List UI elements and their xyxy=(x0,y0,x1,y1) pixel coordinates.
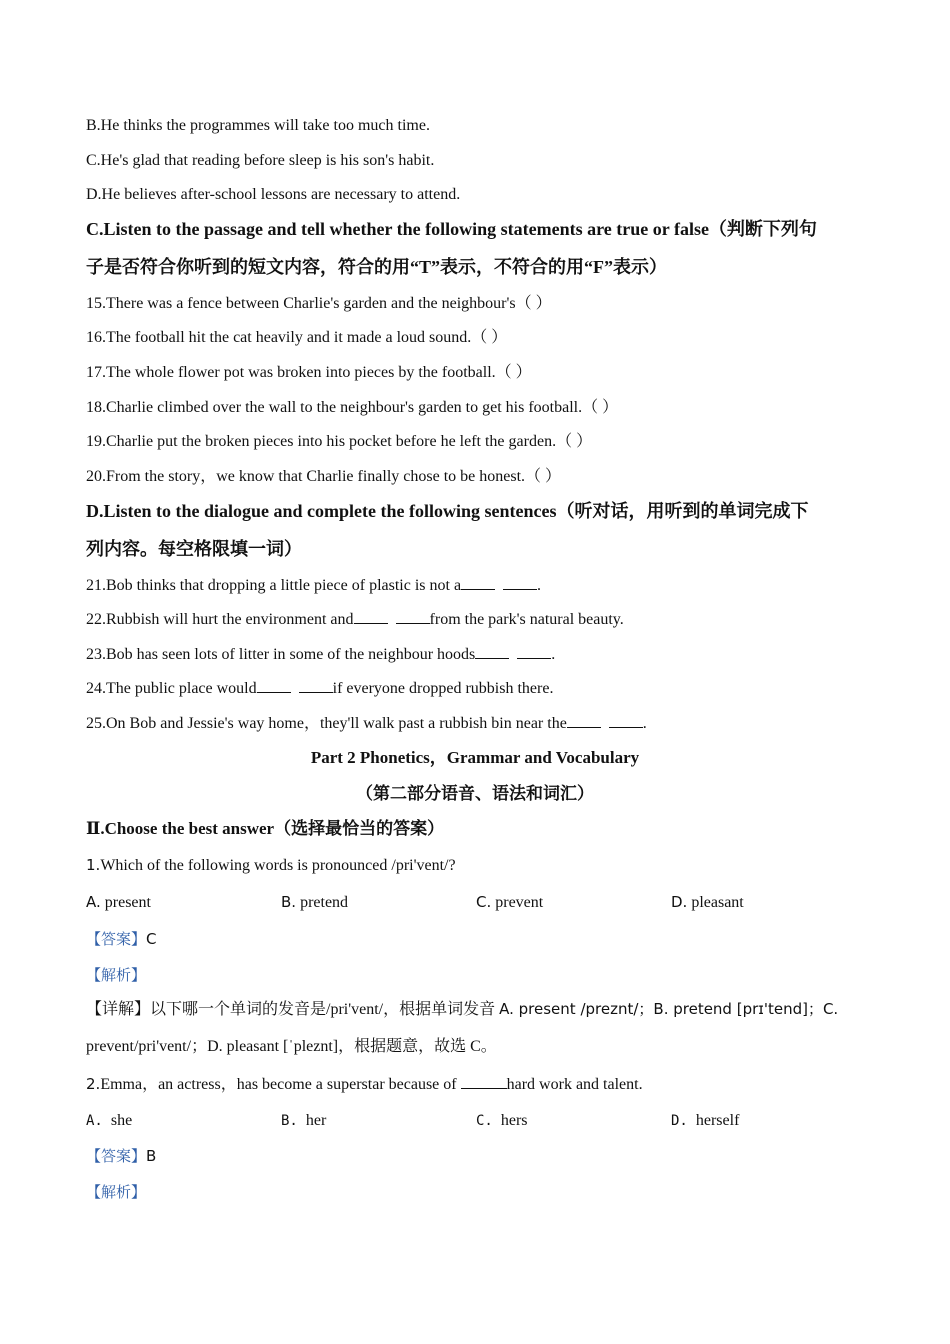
sentence-24 xyxy=(86,678,553,699)
blank-24b[interactable] xyxy=(299,678,333,693)
q1-option-b-letter: B. xyxy=(281,893,297,911)
detail-label: 【详解】 xyxy=(86,1001,151,1018)
option-d: D.He believes after-school lessons are necessary to attend. xyxy=(86,186,461,203)
sentence-25-text: 25.On Bob and Jessie's way home，they'll walk past a rubbish bin near the xyxy=(86,715,567,732)
blank-22a[interactable] xyxy=(354,609,388,624)
part2-subtitle: （第二部分语音、语法和词汇） xyxy=(356,784,594,803)
q1-answer-value: C xyxy=(146,930,157,948)
statement-18: 18.Charlie climbed over the wall to the neighbour's garden to get his football.（ ） xyxy=(86,399,619,416)
part2-title: Part 2 Phonetics，Grammar and Vocabulary xyxy=(310,748,640,767)
q1-option-b[interactable] xyxy=(281,892,476,913)
sentence-25-end: . xyxy=(642,715,647,732)
sentence-22 xyxy=(86,609,624,630)
blank-22b[interactable] xyxy=(396,609,430,624)
q1-option-a-text: present xyxy=(100,894,151,911)
q1-option-a-letter: A. xyxy=(86,893,101,911)
section-d-heading xyxy=(86,492,876,568)
q2-option-b-text: her xyxy=(305,1112,327,1129)
q1-option-a[interactable] xyxy=(86,892,281,913)
q1-detail-line1 xyxy=(86,999,838,1020)
analysis-label: 【解析】 xyxy=(86,966,147,984)
blank-q2[interactable] xyxy=(461,1074,507,1089)
section-c-heading-line2: 子是否符合你听到的短文内容，符合的用“T”表示，不符合的用“F”表示） xyxy=(86,257,667,277)
q2-option-a[interactable] xyxy=(86,1111,281,1131)
statement-17: 17.The whole flower pot was broken into pieces by the football.（ ） xyxy=(86,364,532,381)
blank-25a[interactable] xyxy=(567,713,601,728)
blank-23a[interactable] xyxy=(475,644,509,659)
question-2 xyxy=(86,1074,643,1095)
q2-option-d-letter: D. xyxy=(671,1113,688,1129)
section-d-heading-line1: D.Listen to the dialogue and complete the following sentences（听对话，用听到的单词完成下 xyxy=(86,501,809,521)
q2-option-a-letter: A. xyxy=(86,1113,103,1129)
q1-option-d-letter: D. xyxy=(671,893,688,911)
question-2-stem-start: Emma，an actress，has become a superstar because of xyxy=(100,1076,461,1093)
q2-analysis xyxy=(86,1182,146,1203)
blank-23b[interactable] xyxy=(517,644,551,659)
q1-detail-text1: 以下哪一个单词的发音是/pri'vent/，根据单词发音 xyxy=(150,1001,500,1018)
analysis-label: 【解析】 xyxy=(86,1183,147,1201)
question-1-stem: Which of the following words is pronounced /pri'vent/? xyxy=(100,857,456,874)
option-b: B.He thinks the programmes will take too much time. xyxy=(86,117,430,134)
section-d-heading-line2: 列内容。每空格限填一词） xyxy=(86,539,302,559)
q1-option-c[interactable] xyxy=(476,892,671,913)
q1-detail-line2: prevent/pri'vent/；D. pleasant [ˈpleznt]，根据题意，故选 C。 xyxy=(86,1038,497,1055)
q1-option-d-text: pleasant xyxy=(687,894,744,911)
question-2-stem-end: hard work and talent. xyxy=(506,1076,643,1093)
sentence-23 xyxy=(86,644,555,665)
sentence-24-text: 24.The public place would xyxy=(86,680,257,697)
sentence-25 xyxy=(86,713,647,734)
q1-analysis xyxy=(86,965,146,986)
statement-19: 19.Charlie put the broken pieces into his pocket before he left the garden.（ ） xyxy=(86,433,593,450)
answer-label: 【答案】 xyxy=(86,1147,147,1165)
q2-option-c-text: hers xyxy=(500,1112,528,1129)
blank-25b[interactable] xyxy=(609,713,643,728)
q1-option-c-text: prevent xyxy=(491,894,544,911)
question-1 xyxy=(86,855,456,876)
sentence-23-end: . xyxy=(551,646,556,663)
q1-option-c-letter: C. xyxy=(476,893,492,911)
blank-24a[interactable] xyxy=(257,678,291,693)
section-ii-heading: Ⅱ.Choose the best answer（选择最恰当的答案） xyxy=(86,819,445,838)
q2-option-c[interactable] xyxy=(476,1111,671,1131)
question-1-options xyxy=(86,892,866,913)
section-c-heading-line1: C.Listen to the passage and tell whether the following statements are true or false（判断下列句 xyxy=(86,219,817,239)
q1-detail-text2: A. present /preznt/；B. pretend [prɪ'tend]；C. xyxy=(499,1000,839,1018)
question-1-number: 1. xyxy=(86,856,101,874)
q2-option-b[interactable] xyxy=(281,1111,476,1131)
statement-16: 16.The football hit the cat heavily and it made a loud sound.（ ） xyxy=(86,329,508,346)
q2-option-a-text: she xyxy=(110,1112,133,1129)
q1-answer xyxy=(86,929,157,950)
sentence-22-end: from the park's natural beauty. xyxy=(429,611,624,628)
sentence-21 xyxy=(86,575,541,596)
q2-answer xyxy=(86,1146,156,1167)
question-2-options xyxy=(86,1111,866,1131)
section-c-heading xyxy=(86,210,876,286)
option-c: C.He's glad that reading before sleep is his son's habit. xyxy=(86,152,435,169)
blank-21a[interactable] xyxy=(461,575,495,590)
statement-15: 15.There was a fence between Charlie's garden and the neighbour's（ ） xyxy=(86,295,552,312)
blank-21b[interactable] xyxy=(503,575,537,590)
q1-option-d[interactable] xyxy=(671,892,866,913)
sentence-22-text: 22.Rubbish will hurt the environment and xyxy=(86,611,354,628)
statement-20: 20.From the story，we know that Charlie finally chose to be honest.（ ） xyxy=(86,468,562,485)
q2-option-b-letter: B. xyxy=(281,1113,298,1129)
sentence-24-end: if everyone dropped rubbish there. xyxy=(332,680,554,697)
sentence-23-text: 23.Bob has seen lots of litter in some of the neighbour hoods xyxy=(86,646,476,663)
sentence-21-text: 21.Bob thinks that dropping a little piece of plastic is not a xyxy=(86,577,462,594)
sentence-21-end: . xyxy=(537,577,542,594)
q2-answer-value: B xyxy=(146,1147,157,1165)
q2-option-c-letter: C. xyxy=(476,1113,493,1129)
answer-label: 【答案】 xyxy=(86,930,147,948)
question-2-number: 2. xyxy=(86,1075,101,1093)
q2-option-d-text: herself xyxy=(695,1112,740,1129)
q2-option-d[interactable] xyxy=(671,1111,866,1131)
q1-option-b-text: pretend xyxy=(296,894,349,911)
